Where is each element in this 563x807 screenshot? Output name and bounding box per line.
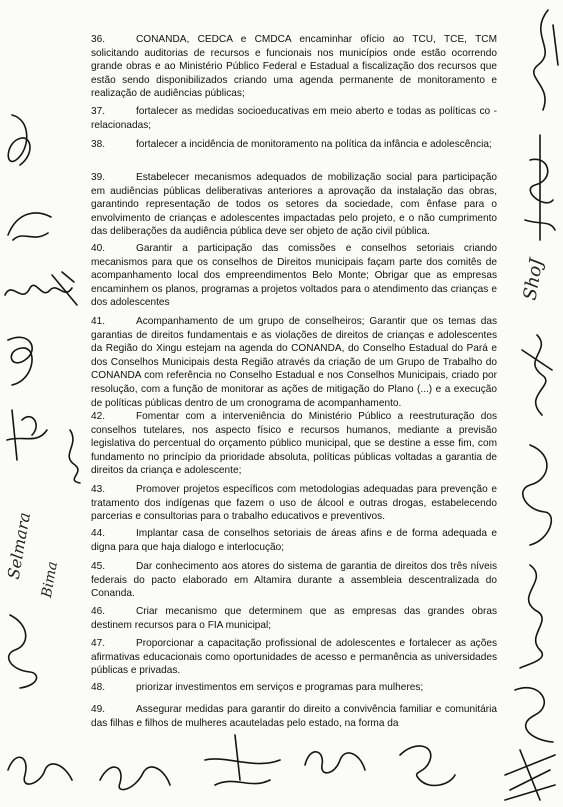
item-41 <box>91 315 497 410</box>
signature-scribble <box>2 405 52 465</box>
item-text: Estabelecer mecanismos adequados de mobilização social para participação em audiências públicas deliberativas anteriores a aprovação da instalação das obras, garantindo representação de todos os setores da sociedade, com ênfase para o envolvimento de crianças e adolescentes impactadas pelo projeto, e o não cumprimento das deliberações da audiência pública deve ser objeto de ação civil pública. <box>91 172 497 238</box>
item-number: 44. <box>91 528 106 539</box>
item-38 <box>91 138 497 152</box>
item-number: 43. <box>91 484 106 495</box>
item-45 <box>91 560 497 601</box>
item-number: 41. <box>91 316 106 327</box>
signature-scribble <box>512 330 562 420</box>
signature-scribble <box>95 745 175 800</box>
item-number: 47. <box>91 638 106 649</box>
item-text: CONANDA, CEDCA e CMDCA encaminhar ofício ao TCU, TCE, TCM solicitando auditorias de recursos e funcionais nos municípios onde estão ocorrendo grande obras e ao Ministério Público Federal e Estadual a fiscalização dos recursos que estão sendo disponibilizados criando uma agenda permanente de monitoramento e realização de audiências públicas; <box>91 34 497 100</box>
item-number: 42. <box>91 411 106 422</box>
item-number: 36. <box>91 34 106 45</box>
item-42 <box>91 410 497 478</box>
item-47 <box>91 637 497 678</box>
item-text: Proporcionar a capacitação profissional de adolescentes e fortalecer as ações afirmativas educacionais como oportunidades de acesso e permanência as universidades públicas e privadas. <box>91 638 497 677</box>
item-number: 49. <box>91 704 106 715</box>
signature-scribble <box>55 425 90 485</box>
signature-scribble <box>515 130 563 250</box>
item-number: 46. <box>91 606 106 617</box>
signature-scribble <box>2 110 42 170</box>
item-36 <box>91 33 497 101</box>
item-text: Acompanhamento de um grupo de conselheiros; Garantir que os temas das garantias de direitos fundamentais e as violações de direitos de crianças e adolescentes da Região do Xingu estejam na agenda do CONANDA, do Conselho Estadual do Pará e dos Conselhos Municipais desta Região através da criação de um Grupo de Trabalho do CONANDA com referência no Conselho Estadual e nos Conselhos Municipais, criado por resolução, com a função de monitorar as ações de mitigação do Plano (...) e a execução de políticas públicas dentro de um cronograma de acompanhamento. <box>91 316 497 409</box>
item-text: Promover projetos específicos com metodologias adequadas para prevenção e tratamento dos indígenas que fazem o uso de álcool e outras drogas, estabelecendo parcerias e consultorias para o trabalho educativos e preventivos. <box>91 484 497 523</box>
signature-scribble <box>510 440 562 550</box>
signature-scribble <box>195 730 285 800</box>
signature-scribble <box>2 270 82 310</box>
signature-scribble <box>518 5 563 115</box>
signature-scribble <box>500 745 560 805</box>
item-number: 45. <box>91 561 106 572</box>
item-number: 38. <box>91 139 106 150</box>
item-46 <box>91 605 497 632</box>
item-40 <box>91 242 497 310</box>
item-text: Assegurar medidas para garantir do direito a convivência familiar e comunitária das filhas e filhos de mulheres acauteladas pelo estado, na forma da <box>91 704 497 729</box>
item-text: Fomentar com a interveniência do Ministério Público a reestruturação dos conselhos tutelares, nos aspecto físico e recursos humanos, mediante a previsão legislativa do percentual do orçamento público municipal, que se destine a esse fim, com fundamento no princípio da prioridade absoluta, políticas públicas voltadas a garantia de direitos da criança e adolescente; <box>91 411 497 477</box>
item-39 <box>91 171 497 239</box>
signature-scribble <box>0 330 45 390</box>
item-number: 40. <box>91 243 106 254</box>
signature-selmara: Selmara <box>3 510 35 581</box>
item-text: Criar mecanismo que determinem que as empresas das grandes obras destinem recursos para o FIA municipal; <box>91 606 497 631</box>
item-text: Dar conhecimento aos atores do sistema de garantia de direitos dos três níveis federais do pacto elaborado em Altamira durante a assembleia descentralizada do Conanda. <box>91 561 497 600</box>
item-number: 39. <box>91 172 106 183</box>
item-text: fortalecer a incidência de monitoramento na política da infância e adolescência; <box>136 139 492 150</box>
item-number: 37. <box>91 106 106 117</box>
item-text: fortalecer as medidas socioeducativas em meio aberto e todas as políticas co - relacionadas; <box>91 106 497 131</box>
item-text: Implantar casa de conselhos setoriais de áreas afins e de forma adequada e digna para que haja dialogo e interlocução; <box>91 528 497 553</box>
signature-scribble <box>0 610 50 690</box>
item-44 <box>91 527 497 554</box>
item-number: 48. <box>91 682 106 693</box>
item-37 <box>91 105 497 132</box>
item-43 <box>91 483 497 524</box>
signature-scribble <box>3 205 58 250</box>
signature-scribble <box>300 735 370 785</box>
item-49 <box>91 703 497 730</box>
signature-scribble <box>0 740 80 795</box>
item-48 <box>91 681 497 695</box>
signature-scribble <box>505 560 560 670</box>
signature-scribble <box>505 680 560 750</box>
item-text: priorizar investimentos em serviços e programas para mulheres; <box>136 682 424 693</box>
signature-scribble <box>390 735 460 795</box>
signature-shoj: ShoJ <box>519 256 548 302</box>
item-text: Garantir a participação das comissões e conselhos setoriais criando mecanismos para que os conselhos de Direitos municipais façam parte dos comitês de acompanhamento local dos empreendimentos Belo Monte; Obrigar que as empresas encaminhem os planos, programas a projetos voltados para o atendimento das crianças e dos adolescentes <box>91 243 497 309</box>
signature-bima: Bima <box>38 560 61 599</box>
